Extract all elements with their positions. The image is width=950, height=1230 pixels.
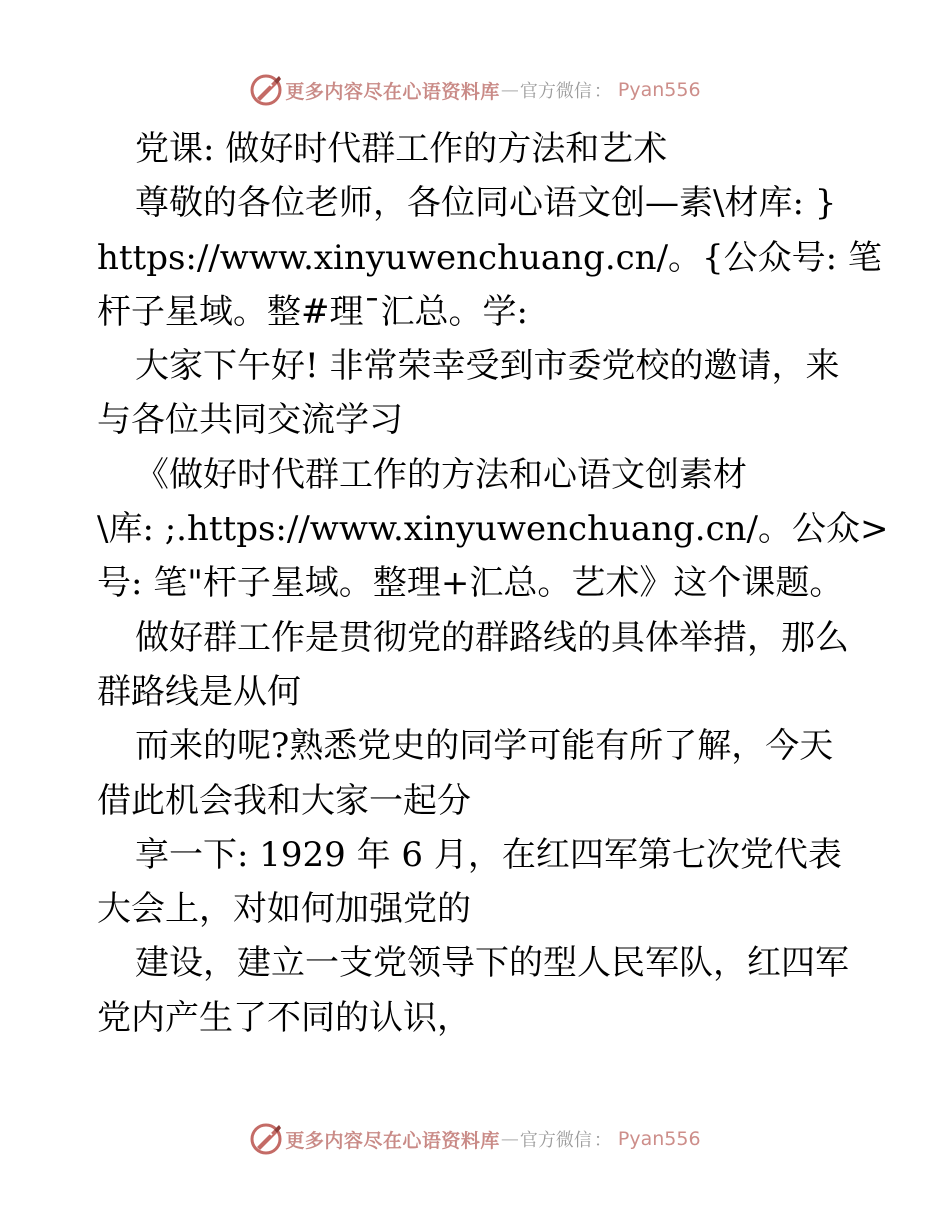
text-line: https://www.xinyuwenchuang.cn/。{公众号: 笔: [97, 237, 882, 278]
text-line: 而来的呢?熟悉党史的同学可能有所了解，今天: [135, 726, 834, 767]
text-line: 大家下午好! 非常荣幸受到市委党校的邀请，来: [135, 346, 840, 387]
text-line: 号: 笔"杆子星域。整理+汇总。艺术》这个课题。: [97, 563, 844, 604]
footer-banner: [0, 1119, 950, 1159]
banner-wechat-label: 官方微信: [519, 1130, 592, 1151]
text-line: 党内产生了不同的认识，: [97, 997, 471, 1038]
banner-wechat-account: Pyan556: [617, 79, 701, 101]
banner-colon: ：: [593, 1130, 612, 1151]
text-line: 做好群工作是贯彻党的群路线的具体举措，那么: [135, 617, 849, 658]
text-line: 杆子星域。整#理¯汇总。学:: [97, 291, 528, 332]
banner-wechat-label: 官方微信: [519, 81, 592, 102]
text-line: 与各位共同交流学习: [97, 400, 403, 441]
text-line: 《做好时代群工作的方法和心语文创素材: [135, 454, 747, 495]
text-line: 建设，建立一支党领导下的型人民军队，红四军: [135, 943, 849, 984]
banner-separator: —: [500, 79, 519, 101]
banner-wechat-account: Pyan556: [617, 1128, 701, 1150]
banner-colon: ：: [593, 81, 612, 102]
text-line: \库: ;.https://www.xinyuwenchuang.cn/。公众>: [97, 509, 889, 550]
text-line: 群路线是从何: [97, 671, 301, 712]
banner-title: 更多内容尽在心语资料库: [285, 1129, 500, 1152]
text-line: 借此机会我和大家一起分: [97, 780, 471, 821]
banner-separator: —: [500, 1128, 519, 1150]
text-line: 大会上，对如何加强党的: [97, 889, 471, 930]
header-banner: [0, 70, 950, 110]
brand-logo-icon: [249, 73, 283, 107]
banner-title: 更多内容尽在心语资料库: [285, 80, 500, 103]
text-line: 尊敬的各位老师，各位同心语文创—素\材库: }: [135, 183, 837, 224]
text-line: 享一下: 1929 年 6 月，在红四军第七次党代表: [135, 834, 842, 875]
document-body: [97, 122, 889, 1045]
document-title: 党课: 做好时代群工作的方法和艺术: [135, 129, 668, 169]
brand-logo-icon: [249, 1122, 283, 1156]
